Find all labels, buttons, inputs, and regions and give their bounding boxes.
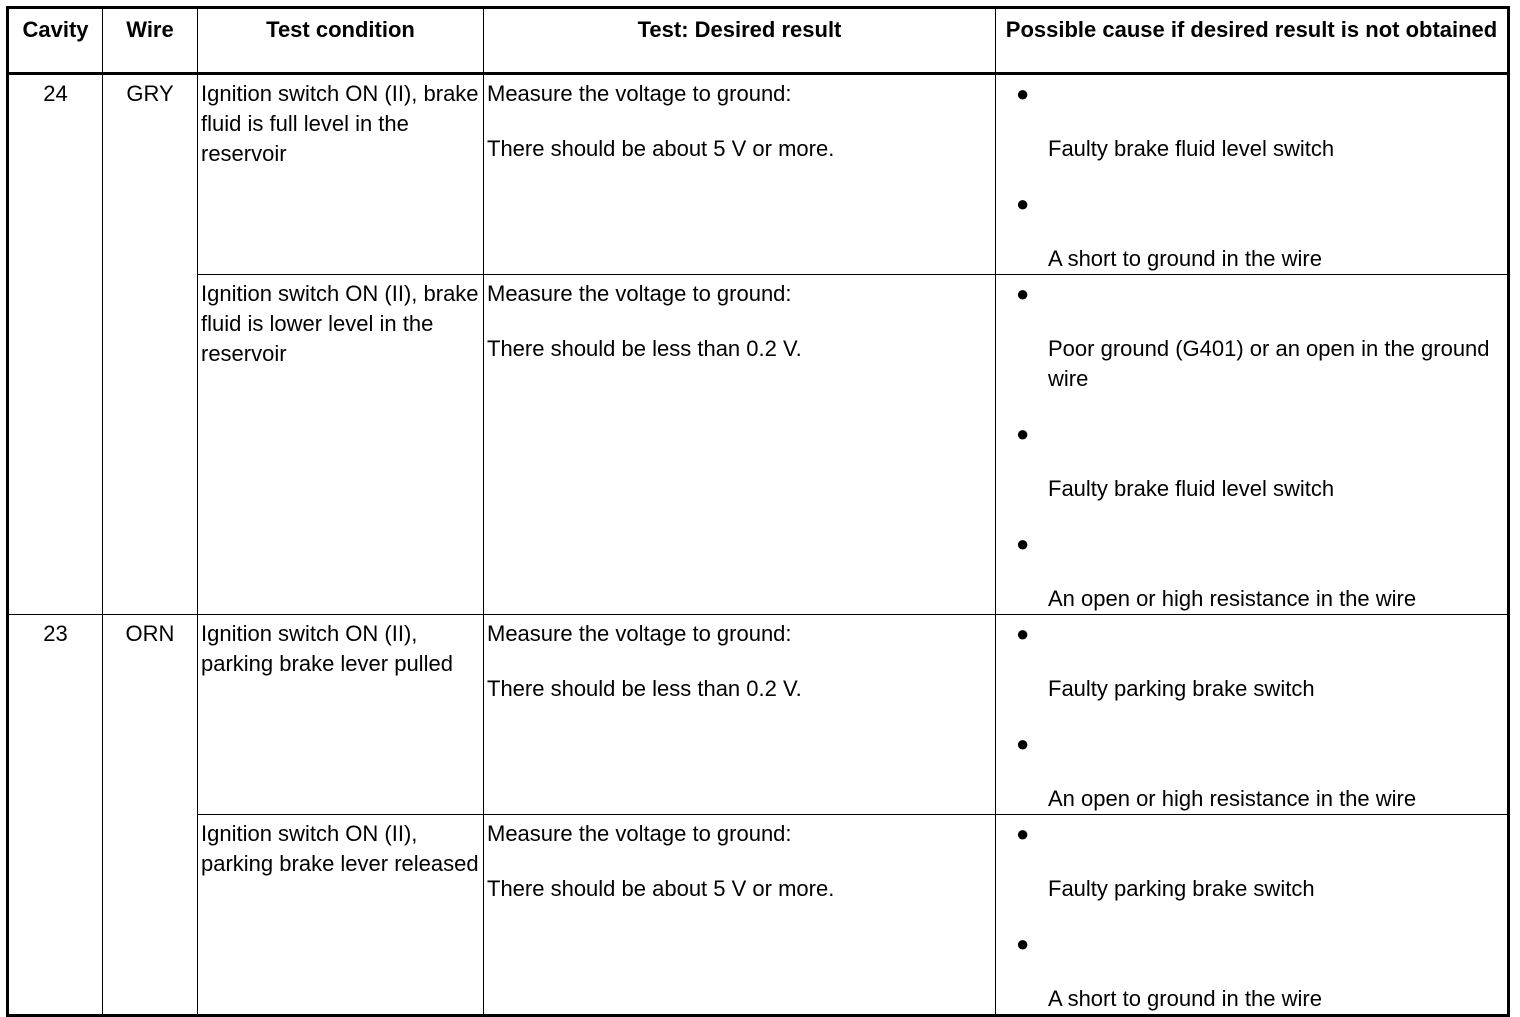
cavity-cell: 24: [8, 74, 103, 615]
bullet-icon: ●: [1016, 421, 1030, 446]
bullet-icon: ●: [1016, 281, 1030, 306]
test-expected: There should be less than 0.2 V.: [487, 336, 802, 361]
cause-item: Poor ground (G401) or an open in the ground wire: [1048, 336, 1490, 391]
wire-cell: ORN: [103, 615, 198, 1016]
cause-item: Faulty parking brake switch: [1048, 876, 1315, 901]
cause-item: Faulty brake fluid level switch: [1048, 476, 1335, 501]
bullet-icon: ●: [1016, 621, 1030, 646]
bullet-icon: ●: [1016, 81, 1030, 106]
header-wire: Wire: [103, 8, 198, 74]
table-row: [8, 615, 1509, 815]
cause-item: A short to ground in the wire: [1048, 986, 1322, 1011]
condition-cell: Ignition switch ON (II), parking brake lever pulled: [198, 615, 484, 815]
desired-result-cell: [484, 815, 996, 1016]
connector-test-table: [6, 6, 1510, 1017]
bullet-icon: ●: [1016, 191, 1030, 216]
cause-item: An open or high resistance in the wire: [1048, 786, 1417, 811]
cause-item: Faulty brake fluid level switch: [1048, 136, 1335, 161]
test-instruction: Measure the voltage to ground:: [487, 821, 792, 846]
desired-result-cell: [484, 275, 996, 615]
condition-cell: Ignition switch ON (II), brake fluid is lower level in the reservoir: [198, 275, 484, 615]
table-row: [8, 275, 1509, 615]
possible-cause-cell: [996, 615, 1509, 815]
bullet-icon: ●: [1016, 821, 1030, 846]
test-expected: There should be less than 0.2 V.: [487, 676, 802, 701]
header-cavity: Cavity: [8, 8, 103, 74]
cause-item: An open or high resistance in the wire: [1048, 586, 1417, 611]
bullet-icon: ●: [1016, 531, 1030, 556]
cause-item: A short to ground in the wire: [1048, 246, 1322, 271]
cavity-cell: 23: [8, 615, 103, 1016]
test-instruction: Measure the voltage to ground:: [487, 621, 792, 646]
cause-item: Faulty parking brake switch: [1048, 676, 1315, 701]
wire-cell: GRY: [103, 74, 198, 615]
bullet-icon: ●: [1016, 731, 1030, 756]
header-desired-result: Test: Desired result: [484, 8, 996, 74]
table-row: [8, 815, 1509, 1016]
header-test-condition: Test condition: [198, 8, 484, 74]
possible-cause-cell: [996, 815, 1509, 1016]
desired-result-cell: [484, 74, 996, 275]
test-instruction: Measure the voltage to ground:: [487, 81, 792, 106]
header-possible-cause: Possible cause if desired result is not obtained: [996, 8, 1509, 74]
test-expected: There should be about 5 V or more.: [487, 136, 835, 161]
bullet-icon: ●: [1016, 931, 1030, 956]
test-instruction: Measure the voltage to ground:: [487, 281, 792, 306]
condition-cell: Ignition switch ON (II), parking brake lever released: [198, 815, 484, 1016]
possible-cause-cell: [996, 74, 1509, 275]
header-row: [8, 8, 1509, 74]
test-expected: There should be about 5 V or more.: [487, 876, 835, 901]
table-row: [8, 74, 1509, 275]
possible-cause-cell: [996, 275, 1509, 615]
condition-cell: Ignition switch ON (II), brake fluid is full level in the reservoir: [198, 74, 484, 275]
desired-result-cell: [484, 615, 996, 815]
